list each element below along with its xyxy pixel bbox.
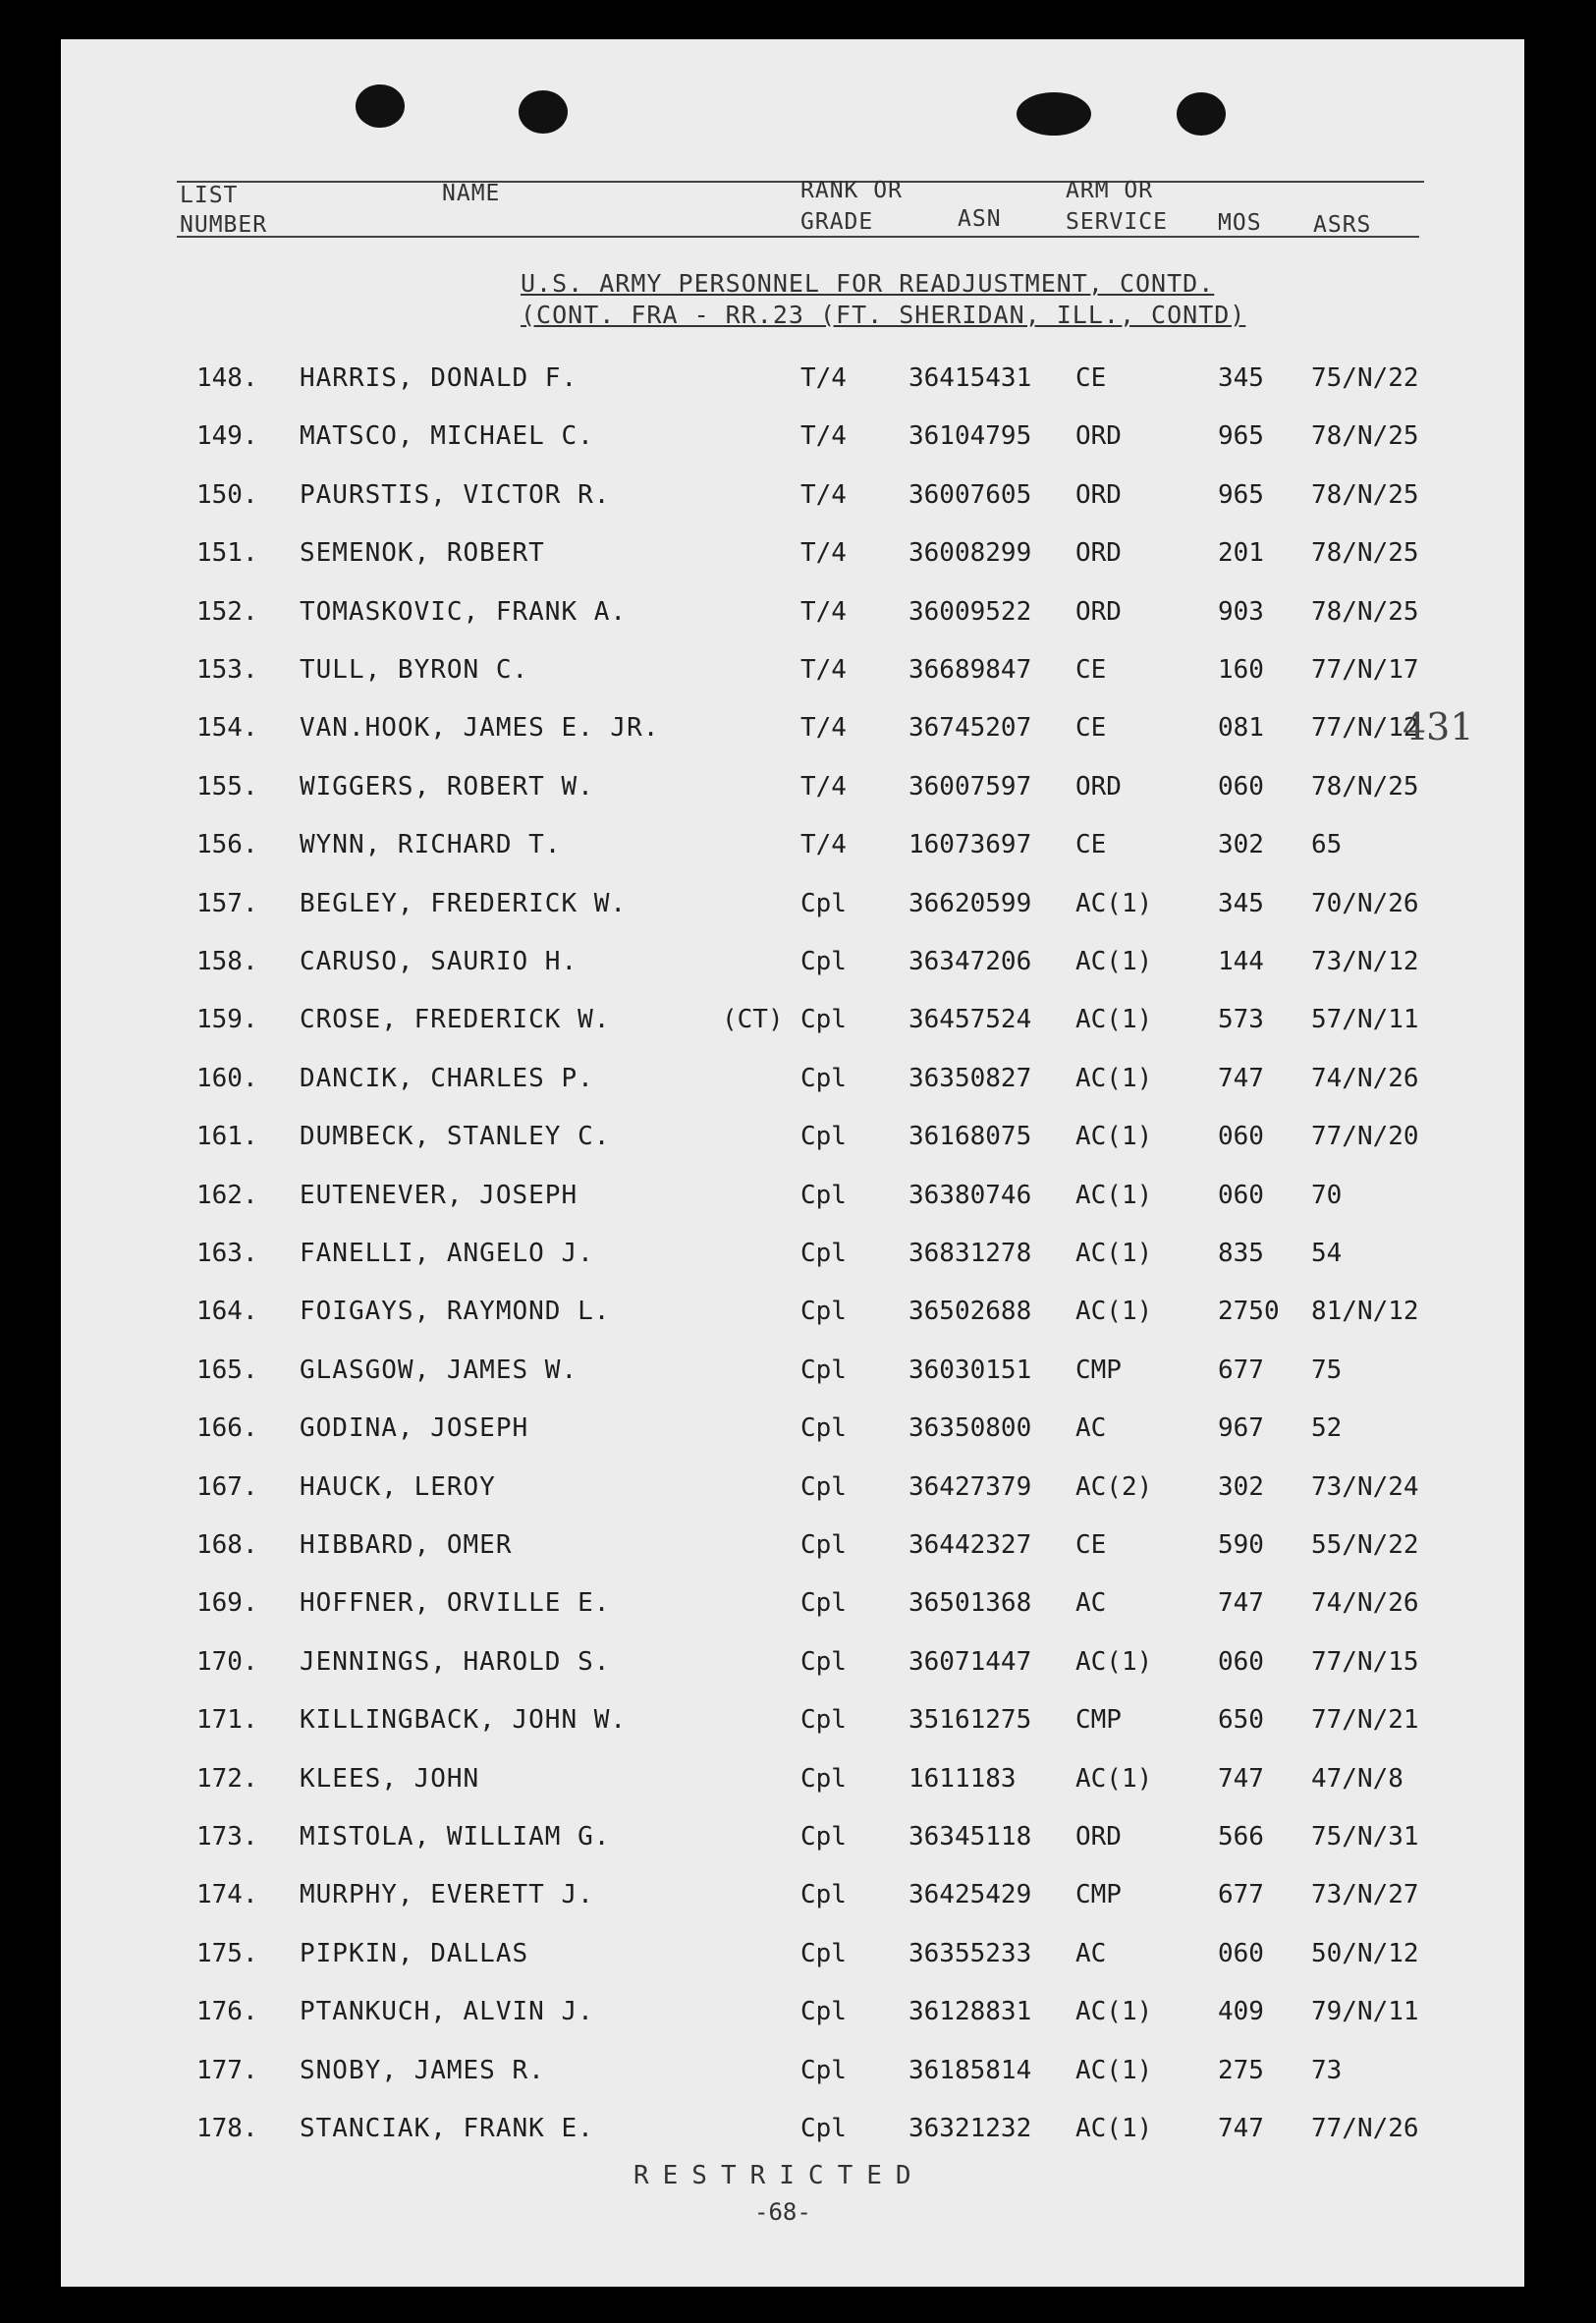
list-number: 176. — [196, 1997, 258, 2027]
rank: Cpl — [800, 1646, 847, 1677]
asrs: 57/N/11 — [1311, 1005, 1419, 1035]
mos: 144 — [1218, 947, 1264, 976]
person-name: TOMASKOVIC, FRANK A. — [300, 596, 628, 627]
person-name: KLEES, JOHN — [300, 1763, 480, 1794]
arm-or-service: CMP — [1075, 1705, 1122, 1736]
arm-or-service: AC(1) — [1075, 947, 1153, 976]
asn: 36457524 — [908, 1005, 1032, 1035]
header-number-label: NUMBER — [180, 212, 268, 238]
asn: 36501368 — [908, 1588, 1032, 1619]
asn: 35161275 — [908, 1705, 1032, 1736]
person-name: BEGLEY, FREDERICK W. — [300, 888, 628, 918]
asrs: 52 — [1311, 1413, 1343, 1444]
person-name: JENNINGS, HAROLD S. — [300, 1646, 611, 1677]
asrs: 73/N/27 — [1311, 1880, 1419, 1910]
table-row — [0, 1939, 1596, 1978]
rank: Cpl — [800, 1063, 847, 1093]
list-number: 164. — [196, 1297, 258, 1327]
punch-hole-4 — [1177, 92, 1226, 136]
arm-or-service: ORD — [1075, 771, 1122, 802]
table-row — [0, 2056, 1596, 2095]
asrs: 77/N/17 — [1311, 655, 1419, 685]
person-name: MISTOLA, WILLIAM G. — [300, 1822, 611, 1852]
header-name: NAME — [442, 181, 501, 206]
rank: Cpl — [800, 1705, 847, 1736]
mos: 345 — [1218, 363, 1264, 393]
list-number: 169. — [196, 1588, 258, 1619]
rank: Cpl — [800, 1880, 847, 1910]
asrs: 73/N/24 — [1311, 1471, 1419, 1502]
asn: 36502688 — [908, 1297, 1032, 1327]
mos: 060 — [1218, 1938, 1264, 1968]
arm-or-service: AC(1) — [1075, 1180, 1153, 1210]
table-row — [0, 1647, 1596, 1687]
person-name: PTANKUCH, ALVIN J. — [300, 1997, 594, 2027]
person-name: PIPKIN, DALLAS — [300, 1938, 529, 1968]
person-name: DUMBECK, STANLEY C. — [300, 1122, 611, 1152]
person-name: KILLINGBACK, JOHN W. — [300, 1705, 628, 1736]
rank: Cpl — [800, 1239, 847, 1268]
mos: 060 — [1218, 1122, 1264, 1152]
asn: 36425429 — [908, 1880, 1032, 1910]
rank: Cpl — [800, 888, 847, 918]
person-name: SNOBY, JAMES R. — [300, 2055, 545, 2085]
asn: 36745207 — [908, 713, 1032, 744]
arm-or-service: CMP — [1075, 1880, 1122, 1910]
list-number: 162. — [196, 1180, 258, 1210]
table-row — [0, 2114, 1596, 2153]
arm-or-service: CE — [1075, 713, 1107, 744]
list-number: 178. — [196, 2114, 258, 2143]
mos: 060 — [1218, 771, 1264, 802]
table-row — [0, 1005, 1596, 1044]
mos: 747 — [1218, 1588, 1264, 1619]
table-row — [0, 1530, 1596, 1570]
arm-or-service: CE — [1075, 363, 1107, 393]
arm-or-service: ORD — [1075, 421, 1122, 452]
asn: 36008299 — [908, 538, 1032, 569]
asrs: 79/N/11 — [1311, 1997, 1419, 2027]
rank: Cpl — [800, 1122, 847, 1152]
table-row — [0, 1472, 1596, 1512]
table-row — [0, 363, 1596, 403]
mos: 345 — [1218, 888, 1264, 918]
rank: Cpl — [800, 1588, 847, 1619]
list-number: 159. — [196, 1005, 258, 1035]
rank: Cpl — [800, 2055, 847, 2085]
asn: 36831278 — [908, 1239, 1032, 1268]
asn: 36168075 — [908, 1122, 1032, 1152]
table-row — [0, 713, 1596, 752]
arm-or-service: AC — [1075, 1413, 1107, 1444]
asrs: 78/N/25 — [1311, 538, 1419, 569]
table-row — [0, 1122, 1596, 1161]
table-row — [0, 1181, 1596, 1220]
header-bottom-rule — [177, 236, 1419, 238]
arm-or-service: AC(1) — [1075, 1063, 1153, 1093]
list-number: 148. — [196, 363, 258, 393]
list-number: 163. — [196, 1239, 258, 1268]
asn: 36071447 — [908, 1646, 1032, 1677]
header-asn: ASN — [958, 206, 1002, 232]
person-name: GLASGOW, JAMES W. — [300, 1355, 578, 1385]
punch-hole-1 — [356, 84, 405, 128]
arm-or-service: AC — [1075, 1588, 1107, 1619]
list-number: 170. — [196, 1646, 258, 1677]
asrs: 70 — [1311, 1180, 1343, 1210]
rank: T/4 — [800, 713, 847, 744]
person-name: GODINA, JOSEPH — [300, 1413, 529, 1444]
header-list-number — [180, 181, 267, 240]
list-number: 173. — [196, 1822, 258, 1852]
rank: Cpl — [800, 1822, 847, 1852]
arm-or-service: AC(1) — [1075, 1763, 1153, 1794]
list-number: 168. — [196, 1530, 258, 1560]
list-number: 171. — [196, 1705, 258, 1736]
rank: Cpl — [800, 1005, 847, 1035]
asn: 36185814 — [908, 2055, 1032, 2085]
asn: 36620599 — [908, 888, 1032, 918]
rank: Cpl — [800, 947, 847, 976]
arm-or-service: CE — [1075, 655, 1107, 685]
person-name: HARRIS, DONALD F. — [300, 363, 578, 393]
list-number: 167. — [196, 1471, 258, 1502]
list-number: 174. — [196, 1880, 258, 1910]
asrs: 75/N/22 — [1311, 363, 1419, 393]
rank: T/4 — [800, 421, 847, 452]
mos: 835 — [1218, 1239, 1264, 1268]
arm-or-service: CE — [1075, 830, 1107, 860]
rank: Cpl — [800, 1413, 847, 1444]
mos: 650 — [1218, 1705, 1264, 1736]
arm-or-service: ORD — [1075, 1822, 1122, 1852]
list-number: 155. — [196, 771, 258, 802]
mos: 275 — [1218, 2055, 1264, 2085]
list-number: 160. — [196, 1063, 258, 1093]
list-number: 154. — [196, 713, 258, 744]
person-name: CROSE, FREDERICK W. — [300, 1005, 611, 1035]
rank: Cpl — [800, 1297, 847, 1327]
rank: T/4 — [800, 479, 847, 510]
asn: 36350827 — [908, 1063, 1032, 1093]
handwritten-annotation: 431 — [1403, 705, 1474, 748]
person-name: MATSCO, MICHAEL C. — [300, 421, 594, 452]
arm-or-service: AC(1) — [1075, 1122, 1153, 1152]
punch-hole-2 — [519, 90, 568, 134]
asn: 1611183 — [908, 1763, 1017, 1794]
person-name: HAUCK, LEROY — [300, 1471, 496, 1502]
header-service-label: SERVICE — [1066, 209, 1168, 235]
arm-or-service: AC(2) — [1075, 1471, 1153, 1502]
table-row — [0, 1705, 1596, 1744]
list-number: 175. — [196, 1938, 258, 1968]
table-row — [0, 421, 1596, 461]
asrs: 65 — [1311, 830, 1343, 860]
table-row — [0, 538, 1596, 578]
person-name: HIBBARD, OMER — [300, 1530, 513, 1560]
table-row — [0, 1064, 1596, 1103]
table-row — [0, 1997, 1596, 2036]
person-name: TULL, BYRON C. — [300, 655, 529, 685]
list-number: 165. — [196, 1355, 258, 1385]
rank: T/4 — [800, 771, 847, 802]
mos: 747 — [1218, 2114, 1264, 2143]
asn: 36350800 — [908, 1413, 1032, 1444]
asrs: 55/N/22 — [1311, 1530, 1419, 1560]
list-number: 151. — [196, 538, 258, 569]
asn: 36009522 — [908, 596, 1032, 627]
rank: Cpl — [800, 1471, 847, 1502]
table-row — [0, 597, 1596, 636]
list-number: 166. — [196, 1413, 258, 1444]
asrs: 50/N/12 — [1311, 1938, 1419, 1968]
mos: 965 — [1218, 479, 1264, 510]
mos: 081 — [1218, 713, 1264, 744]
mos: 409 — [1218, 1997, 1264, 2027]
asrs: 75 — [1311, 1355, 1343, 1385]
table-row — [0, 772, 1596, 811]
asn: 36689847 — [908, 655, 1032, 685]
person-name: WYNN, RICHARD T. — [300, 830, 562, 860]
rank: T/4 — [800, 363, 847, 393]
table-row — [0, 1413, 1596, 1453]
mos: 302 — [1218, 1471, 1264, 1502]
mos: 2750 — [1218, 1297, 1280, 1327]
arm-or-service: AC(1) — [1075, 1997, 1153, 2027]
header-grade-label: GRADE — [800, 209, 874, 235]
list-number: 172. — [196, 1763, 258, 1794]
arm-or-service: AC(1) — [1075, 2055, 1153, 2085]
mos: 566 — [1218, 1822, 1264, 1852]
rank: Cpl — [800, 1997, 847, 2027]
section-title-line-2: (CONT. FRA - RR.23 (FT. SHERIDAN, ILL., CONTD) — [521, 301, 1246, 329]
header-list-label: LIST — [180, 183, 239, 208]
asn: 36104795 — [908, 421, 1032, 452]
section-title-line-1: U.S. ARMY PERSONNEL FOR READJUSTMENT, CONTD. — [521, 269, 1215, 298]
asrs: 75/N/31 — [1311, 1822, 1419, 1852]
rank: T/4 — [800, 596, 847, 627]
asrs: 78/N/25 — [1311, 421, 1419, 452]
ct-mark: (CT) — [722, 1005, 784, 1035]
person-name: VAN.HOOK, JAMES E. JR. — [300, 713, 660, 744]
mos: 590 — [1218, 1530, 1264, 1560]
list-number: 150. — [196, 479, 258, 510]
asn: 36347206 — [908, 947, 1032, 976]
arm-or-service: CE — [1075, 1530, 1107, 1560]
rank: T/4 — [800, 538, 847, 569]
asn: 36355233 — [908, 1938, 1032, 1968]
arm-or-service: AC — [1075, 1938, 1107, 1968]
mos: 747 — [1218, 1763, 1264, 1794]
table-row — [0, 1880, 1596, 1919]
mos: 903 — [1218, 596, 1264, 627]
asrs: 74/N/26 — [1311, 1063, 1419, 1093]
table-row — [0, 1355, 1596, 1395]
mos: 160 — [1218, 655, 1264, 685]
rank: T/4 — [800, 830, 847, 860]
asrs: 70/N/26 — [1311, 888, 1419, 918]
mos: 965 — [1218, 421, 1264, 452]
table-row — [0, 1822, 1596, 1861]
list-number: 157. — [196, 888, 258, 918]
asrs: 77/N/15 — [1311, 1646, 1419, 1677]
asrs: 78/N/25 — [1311, 771, 1419, 802]
page-number: -68- — [754, 2198, 811, 2226]
punch-hole-3 — [1017, 92, 1091, 136]
arm-or-service: ORD — [1075, 538, 1122, 569]
header-arm-or-service — [1066, 175, 1168, 238]
asrs: 77/N/26 — [1311, 2114, 1419, 2143]
mos: 060 — [1218, 1646, 1264, 1677]
asn: 36007597 — [908, 771, 1032, 802]
asn: 36427379 — [908, 1471, 1032, 1502]
table-row — [0, 655, 1596, 694]
person-name: MURPHY, EVERETT J. — [300, 1880, 594, 1910]
asrs: 77/N/20 — [1311, 1122, 1419, 1152]
asn: 36380746 — [908, 1180, 1032, 1210]
person-name: EUTENEVER, JOSEPH — [300, 1180, 578, 1210]
rank: T/4 — [800, 655, 847, 685]
rank: Cpl — [800, 2114, 847, 2143]
mos: 573 — [1218, 1005, 1264, 1035]
arm-or-service: AC(1) — [1075, 1297, 1153, 1327]
list-number: 156. — [196, 830, 258, 860]
restricted-stamp: RESTRICTED — [633, 2161, 925, 2190]
table-row — [0, 1588, 1596, 1628]
asrs: 77/N/12 — [1311, 713, 1419, 744]
asrs: 54 — [1311, 1239, 1343, 1268]
mos: 060 — [1218, 1180, 1264, 1210]
arm-or-service: AC(1) — [1075, 2114, 1153, 2143]
asrs: 73 — [1311, 2055, 1343, 2085]
asrs: 47/N/8 — [1311, 1763, 1403, 1794]
person-name: DANCIK, CHARLES P. — [300, 1063, 594, 1093]
table-row — [0, 1297, 1596, 1336]
mos: 677 — [1218, 1880, 1264, 1910]
arm-or-service: AC(1) — [1075, 888, 1153, 918]
asn: 36321232 — [908, 2114, 1032, 2143]
header-mos: MOS — [1218, 210, 1262, 236]
asrs: 77/N/21 — [1311, 1705, 1419, 1736]
asn: 36007605 — [908, 479, 1032, 510]
mos: 677 — [1218, 1355, 1264, 1385]
asn: 36030151 — [908, 1355, 1032, 1385]
rank: Cpl — [800, 1355, 847, 1385]
asrs: 81/N/12 — [1311, 1297, 1419, 1327]
person-name: FANELLI, ANGELO J. — [300, 1239, 594, 1268]
asrs: 74/N/26 — [1311, 1588, 1419, 1619]
person-name: STANCIAK, FRANK E. — [300, 2114, 594, 2143]
arm-or-service: AC(1) — [1075, 1239, 1153, 1268]
person-name: HOFFNER, ORVILLE E. — [300, 1588, 611, 1619]
arm-or-service: ORD — [1075, 596, 1122, 627]
person-name: FOIGAYS, RAYMOND L. — [300, 1297, 611, 1327]
list-number: 161. — [196, 1122, 258, 1152]
rank: Cpl — [800, 1530, 847, 1560]
mos: 747 — [1218, 1063, 1264, 1093]
asn: 36415431 — [908, 363, 1032, 393]
person-name: WIGGERS, ROBERT W. — [300, 771, 594, 802]
mos: 302 — [1218, 830, 1264, 860]
header-asrs: ASRS — [1313, 212, 1372, 238]
list-number: 153. — [196, 655, 258, 685]
table-row — [0, 1239, 1596, 1278]
table-row — [0, 830, 1596, 869]
list-number: 149. — [196, 421, 258, 452]
table-row — [0, 947, 1596, 986]
rank: Cpl — [800, 1763, 847, 1794]
person-name: SEMENOK, ROBERT — [300, 538, 545, 569]
person-name: PAURSTIS, VICTOR R. — [300, 479, 611, 510]
mos: 967 — [1218, 1413, 1264, 1444]
asrs: 73/N/12 — [1311, 947, 1419, 976]
arm-or-service: AC(1) — [1075, 1005, 1153, 1035]
arm-or-service: CMP — [1075, 1355, 1122, 1385]
header-rank-label: RANK OR — [800, 178, 903, 203]
table-row — [0, 1764, 1596, 1803]
rank: Cpl — [800, 1180, 847, 1210]
asrs: 78/N/25 — [1311, 479, 1419, 510]
list-number: 158. — [196, 947, 258, 976]
table-row — [0, 889, 1596, 928]
arm-or-service: ORD — [1075, 479, 1122, 510]
asn: 36345118 — [908, 1822, 1032, 1852]
header-arm-label: ARM OR — [1066, 178, 1154, 203]
rank: Cpl — [800, 1938, 847, 1968]
arm-or-service: AC(1) — [1075, 1646, 1153, 1677]
asn: 36442327 — [908, 1530, 1032, 1560]
table-row — [0, 480, 1596, 520]
asn: 36128831 — [908, 1997, 1032, 2027]
list-number: 152. — [196, 596, 258, 627]
header-rank-or-grade — [800, 175, 903, 238]
list-number: 177. — [196, 2055, 258, 2085]
person-name: CARUSO, SAURIO H. — [300, 947, 578, 976]
mos: 201 — [1218, 538, 1264, 569]
asn: 16073697 — [908, 830, 1032, 860]
asrs: 78/N/25 — [1311, 596, 1419, 627]
